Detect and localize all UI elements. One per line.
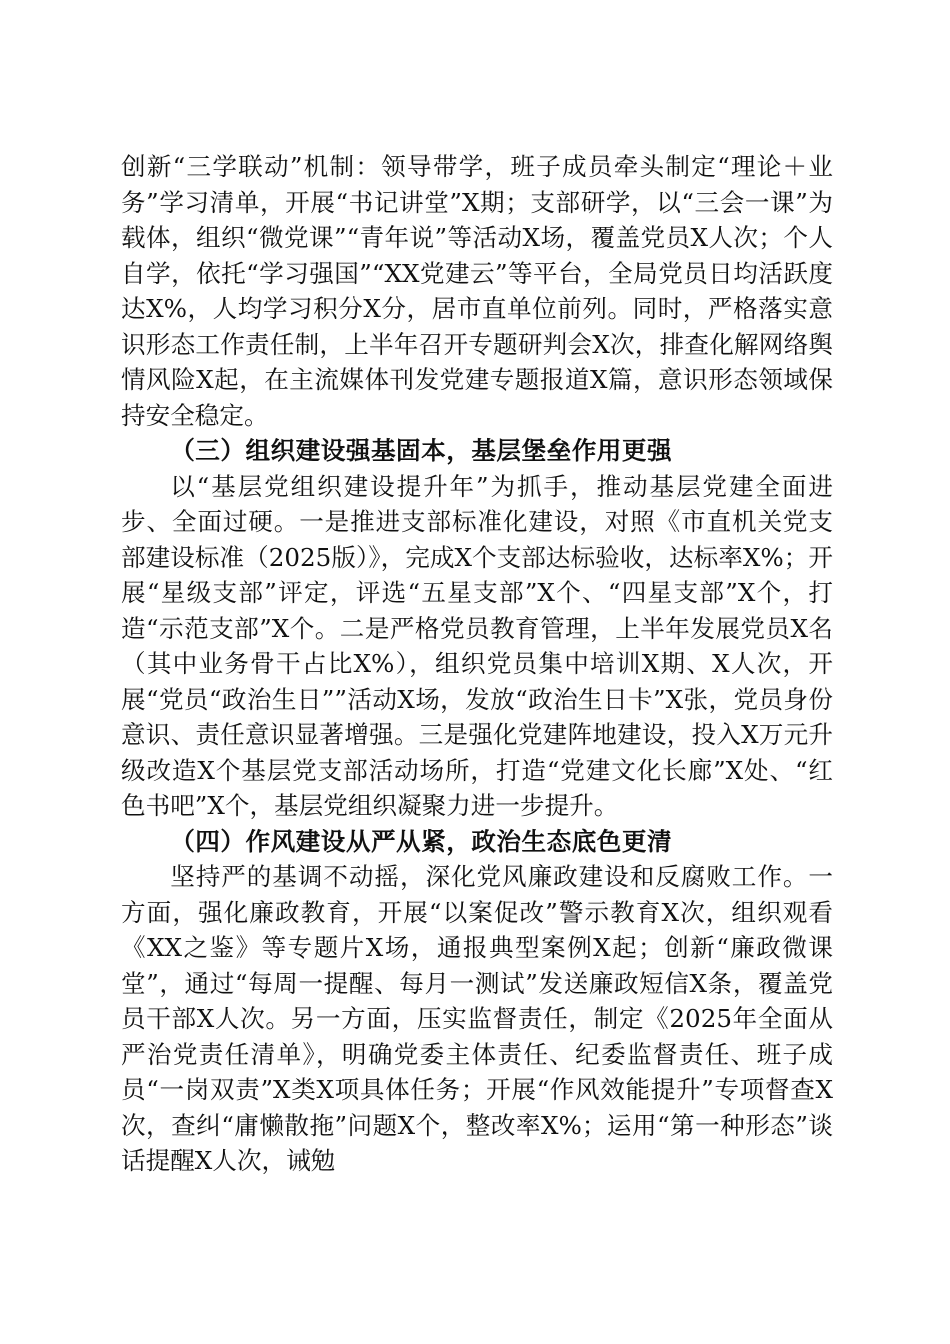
paragraph-study-mechanism: 创新“三学联动”机制：领导带学，班子成员牵头制定“理论＋业务”学习清单，开展“书记讲堂”X期；支部研学，以“三会一课”为载体，组织“微党课”“青年说”等活动X场，覆盖党员X人次；个人自学，依托“学习强国”“XX党建云”等平台，全局党员日均活跃度达X%，人均学习积分X分，居市直单位前列。同时，严格落实意识形态工作责任制，上半年召开专题研判会X次，排查化解网络舆情风险X起，在主流媒体刊发党建专题报道X篇，意识形态领域保持安全稳定。 — [121, 152, 833, 430]
paragraph-style-building: 坚持严的基调不动摇，深化党风廉政建设和反腐败工作。一方面，强化廉政教育，开展“以案促改”警示教育X次，组织观看《XX之鉴》等专题片X场，通报典型案例X起；创新“廉政微课堂”，通过“每周一提醒、每月一测试”发送廉政短信X条，覆盖党员干部X人次。另一方面，压实监督责任，制定《2025年全面从严治党责任清单》，明确党委主体责任、纪委监督责任、班子成员“一岗双责”X类X项具体任务；开展“作风效能提升”专项督查X次，查纠“庸懒散拖”问题X个，整改率X%；运用“第一种形态”谈话提醒X人次，诫勉 — [121, 862, 833, 1175]
section-heading-style: （四）作风建设从严从紧，政治生态底色更清 — [170, 826, 673, 856]
document-body — [121, 149, 833, 1179]
section-heading-organization: （三）组织建设强基固本，基层堡垒作用更强 — [170, 436, 673, 465]
paragraph-organization-building: 以“基层党组织建设提升年”为抓手，推动基层党建全面进步、全面过硬。一是推进支部标准化建设，对照《市直机关党支部建设标准（2025版）》，完成X个支部达标验收，达标率X%；开展“星级支部”评定，评选“五星支部”X个、“四星支部”X个，打造“示范支部”X个。二是严格党员教育管理，上半年发展党员X名（其中业务骨干占比X%），组织党员集中培训X期、X人次，开展“党员“政治生日””活动X场，发放“政治生日卡”X张，党员身份意识、责任意识显著增强。三是强化党建阵地建设，投入X万元升级改造X个基层党支部活动场所，打造“党建文化长廊”X处、“红色书吧”X个，基层党组织凝聚力进一步提升。 — [121, 471, 833, 820]
